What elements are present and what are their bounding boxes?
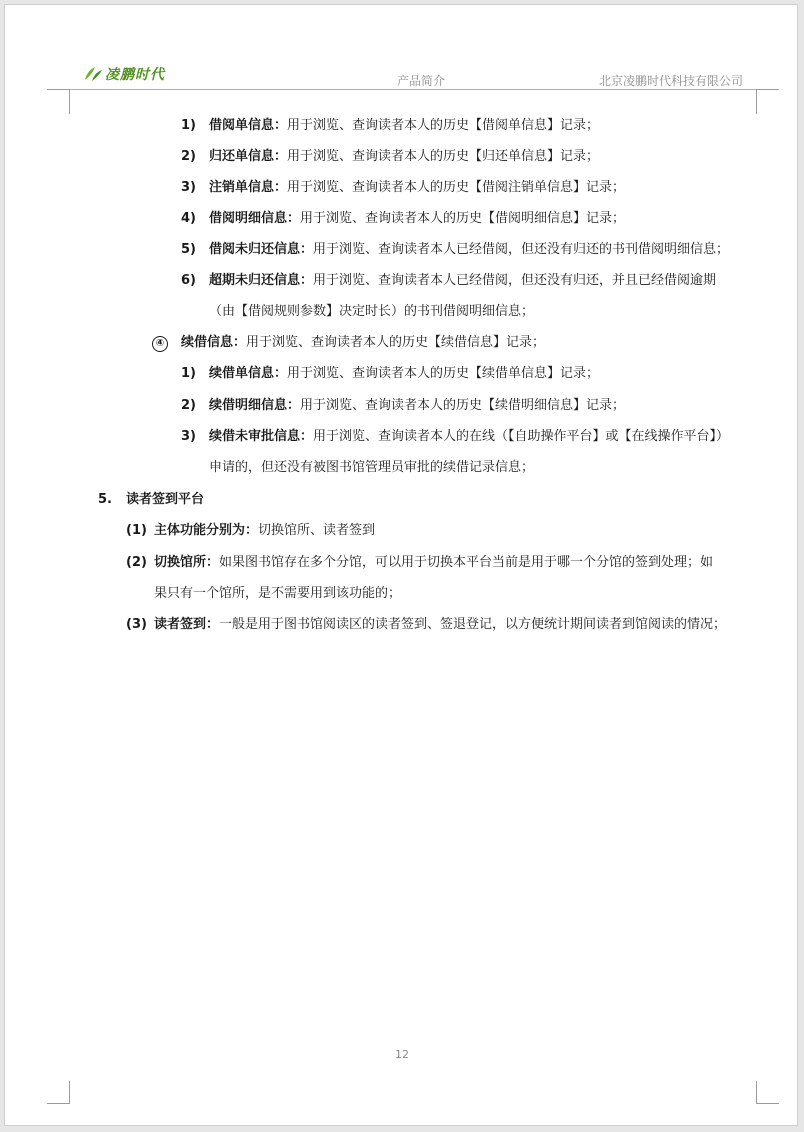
list-item-number: (1)	[126, 523, 147, 538]
list-item-number: 3)	[181, 429, 196, 444]
list-item-text: 用于浏览、查询读者本人的历史【借阅单信息】记录；	[287, 118, 600, 133]
circled-number-badge: ④	[152, 336, 168, 352]
list-item-text: 用于浏览、查询读者本人的历史【续借单信息】记录；	[287, 366, 600, 381]
list-item-text: 一般是用于图书馆阅读区的读者签到、签退登记，以方便统计期间读者到馆阅读的情况；	[219, 617, 727, 632]
page-number: 12	[395, 1048, 409, 1061]
header-rule	[69, 89, 756, 90]
crop-mark-bottom-left	[47, 1081, 70, 1104]
list-item-number: 1)	[181, 366, 196, 381]
list-item-text: 切换馆所、读者签到	[258, 523, 376, 538]
list-item	[209, 397, 625, 415]
list-item-text: 用于浏览、查询读者本人已经借阅，但还没有归还，并且已经借阅逾期	[313, 273, 717, 288]
list-item-term: 读者签到：	[154, 617, 220, 632]
list-item-term: 续借单信息：	[209, 366, 288, 381]
header-section-title: 产品简介	[397, 74, 446, 88]
list-item-term: 注销单信息：	[209, 180, 288, 195]
list-item-text: 用于浏览、查询读者本人的历史【归还单信息】记录；	[287, 149, 600, 164]
header-company-name: 北京凌鹏时代科技有限公司	[599, 74, 744, 88]
renew-heading	[181, 334, 545, 352]
list-item-term: 借阅未归还信息：	[209, 242, 314, 257]
list-item-number: 5)	[181, 242, 196, 257]
renew-term: 续借信息：	[181, 335, 247, 350]
list-item-term: 续借明细信息：	[209, 398, 301, 413]
list-item-term: 切换馆所：	[154, 555, 220, 570]
list-item-text: 用于浏览、查询读者本人的历史【借阅明细信息】记录；	[300, 211, 626, 226]
list-item-continuation: 申请的，但还没有被图书馆管理员审批的续借记录信息；	[209, 460, 535, 475]
list-item-number: 4)	[181, 211, 196, 226]
list-item-continuation: （由【借阅规则参数】决定时长）的书刊借阅明细信息；	[209, 304, 535, 319]
list-item	[209, 365, 599, 383]
list-item-text: 用于浏览、查询读者本人已经借阅，但还没有归还的书刊借阅明细信息；	[313, 242, 730, 257]
document-page	[4, 4, 798, 1126]
list-item-continuation: 果只有一个馆所，是不需要用到该功能的；	[154, 586, 402, 601]
list-item-term: 超期未归还信息：	[209, 273, 314, 288]
section-number: 5.	[98, 492, 112, 507]
list-item-number: 6)	[181, 273, 196, 288]
list-item	[209, 148, 599, 166]
list-item-number: 2)	[181, 398, 196, 413]
list-item	[209, 117, 599, 135]
list-item-number: (3)	[126, 617, 147, 632]
list-item-text: 用于浏览、查询读者本人的历史【借阅注销单信息】记录；	[287, 180, 626, 195]
list-item-text: 如果图书馆存在多个分馆，可以用于切换本平台当前是用于哪一个分馆的签到处理；如	[219, 555, 714, 570]
list-item	[209, 179, 625, 197]
company-logo	[83, 63, 165, 85]
circled-number	[152, 334, 168, 352]
section-title: 读者签到平台	[126, 492, 205, 507]
list-item-term: 归还单信息：	[209, 149, 288, 164]
list-item	[209, 428, 729, 446]
list-item	[209, 272, 716, 290]
leaf-logo-icon	[83, 65, 103, 83]
list-item-text: 用于浏览、查询读者本人的历史【续借明细信息】记录；	[300, 398, 626, 413]
list-item	[154, 616, 726, 634]
list-item-term: 借阅单信息：	[209, 118, 288, 133]
list-item-number: 3)	[181, 180, 196, 195]
crop-mark-bottom-right	[756, 1081, 779, 1104]
crop-mark-top-left	[47, 89, 70, 114]
crop-mark-top-right	[756, 89, 779, 114]
list-item-number: 1)	[181, 118, 196, 133]
list-item-number: (2)	[126, 555, 147, 570]
list-item-term: 续借未审批信息：	[209, 429, 314, 444]
list-item-text: 用于浏览、查询读者本人的在线（【自助操作平台】或【在线操作平台】）	[313, 429, 730, 444]
list-item	[154, 554, 713, 572]
list-item-term: 借阅明细信息：	[209, 211, 301, 226]
renew-text: 用于浏览、查询读者本人的历史【续借信息】记录；	[246, 335, 546, 350]
list-item-number: 2)	[181, 149, 196, 164]
logo-text: 凌鹏时代	[105, 67, 165, 83]
list-item	[209, 210, 625, 228]
list-item	[209, 241, 729, 259]
list-item	[154, 522, 375, 540]
list-item-term: 主体功能分别为：	[154, 523, 259, 538]
